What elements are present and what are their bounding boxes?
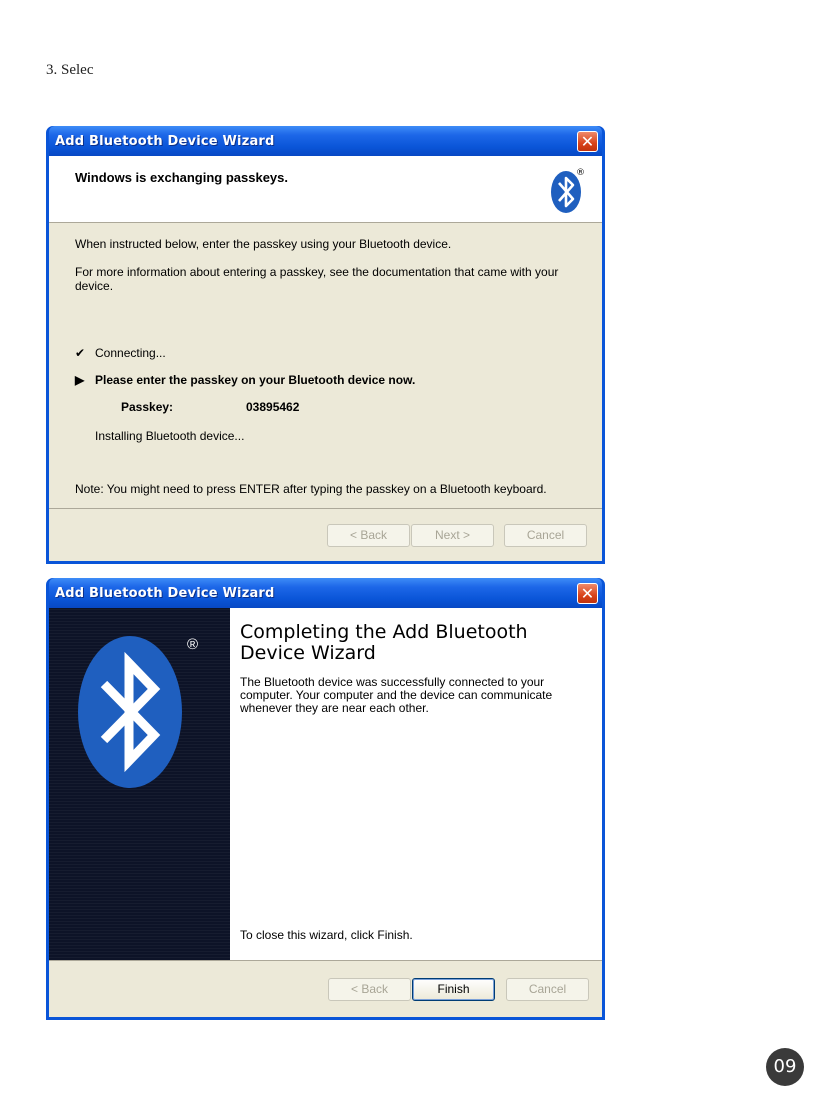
intro-text: When instructed below, enter the passkey using your Bluetooth device. — [75, 237, 452, 251]
back-button[interactable]: < Back — [328, 978, 411, 1001]
close-hint: To close this wizard, click Finish. — [240, 928, 413, 942]
completion-body: The Bluetooth device was successfully connected to your computer. Your computer and the device can communicate whenever they are near each other. — [240, 675, 553, 715]
bluetooth-logo-icon — [77, 634, 183, 790]
window-title: Add Bluetooth Device Wizard — [55, 134, 275, 149]
registered-mark: ® — [187, 636, 199, 653]
button-bar — [49, 508, 602, 561]
header-title: Windows is exchanging passkeys. — [75, 170, 289, 185]
status-enter-passkey — [75, 373, 415, 387]
cancel-button[interactable]: Cancel — [506, 978, 589, 1001]
back-button[interactable]: < Back — [327, 524, 410, 547]
status-connecting — [75, 346, 166, 360]
header-band — [49, 156, 602, 223]
completion-heading: Completing the Add Bluetooth Device Wizard — [240, 621, 528, 664]
titlebar[interactable] — [49, 578, 602, 608]
finish-button[interactable]: Finish — [412, 978, 495, 1001]
close-button[interactable]: ✕ — [577, 131, 598, 152]
step-heading: 3. Selec — [46, 62, 94, 78]
dialog-client — [49, 156, 602, 561]
cancel-button[interactable]: Cancel — [504, 524, 587, 547]
status-enter-label: Please enter the passkey on your Bluetooth device now. — [95, 373, 416, 387]
passkey-label: Passkey: — [121, 400, 174, 414]
svg-text:®: ® — [576, 168, 585, 178]
next-button[interactable]: Next > — [411, 524, 494, 547]
content-panel — [230, 608, 602, 961]
bluetooth-icon — [550, 166, 584, 214]
close-button[interactable]: ✕ — [577, 583, 598, 604]
arrow-right-icon: ▶ — [75, 373, 85, 387]
passkey-value: 03895462 — [246, 400, 300, 414]
titlebar[interactable] — [49, 126, 602, 156]
status-installing: Installing Bluetooth device... — [95, 429, 245, 443]
status-connecting-label: Connecting... — [95, 346, 166, 360]
more-info-text: For more information about entering a passkey, see the documentation that came with your device. — [75, 265, 559, 293]
page-number: 09 — [766, 1048, 804, 1086]
window-title: Add Bluetooth Device Wizard — [55, 586, 275, 601]
note-text: Note: You might need to press ENTER after typing the passkey on a Bluetooth keyboard. — [75, 482, 547, 496]
dialog-client — [49, 608, 602, 1017]
passkey-wizard-window — [46, 126, 605, 564]
checkmark-icon: ✔ — [75, 346, 86, 360]
button-bar — [49, 960, 602, 1017]
side-panel — [49, 608, 230, 961]
completion-wizard-window — [46, 578, 605, 1020]
